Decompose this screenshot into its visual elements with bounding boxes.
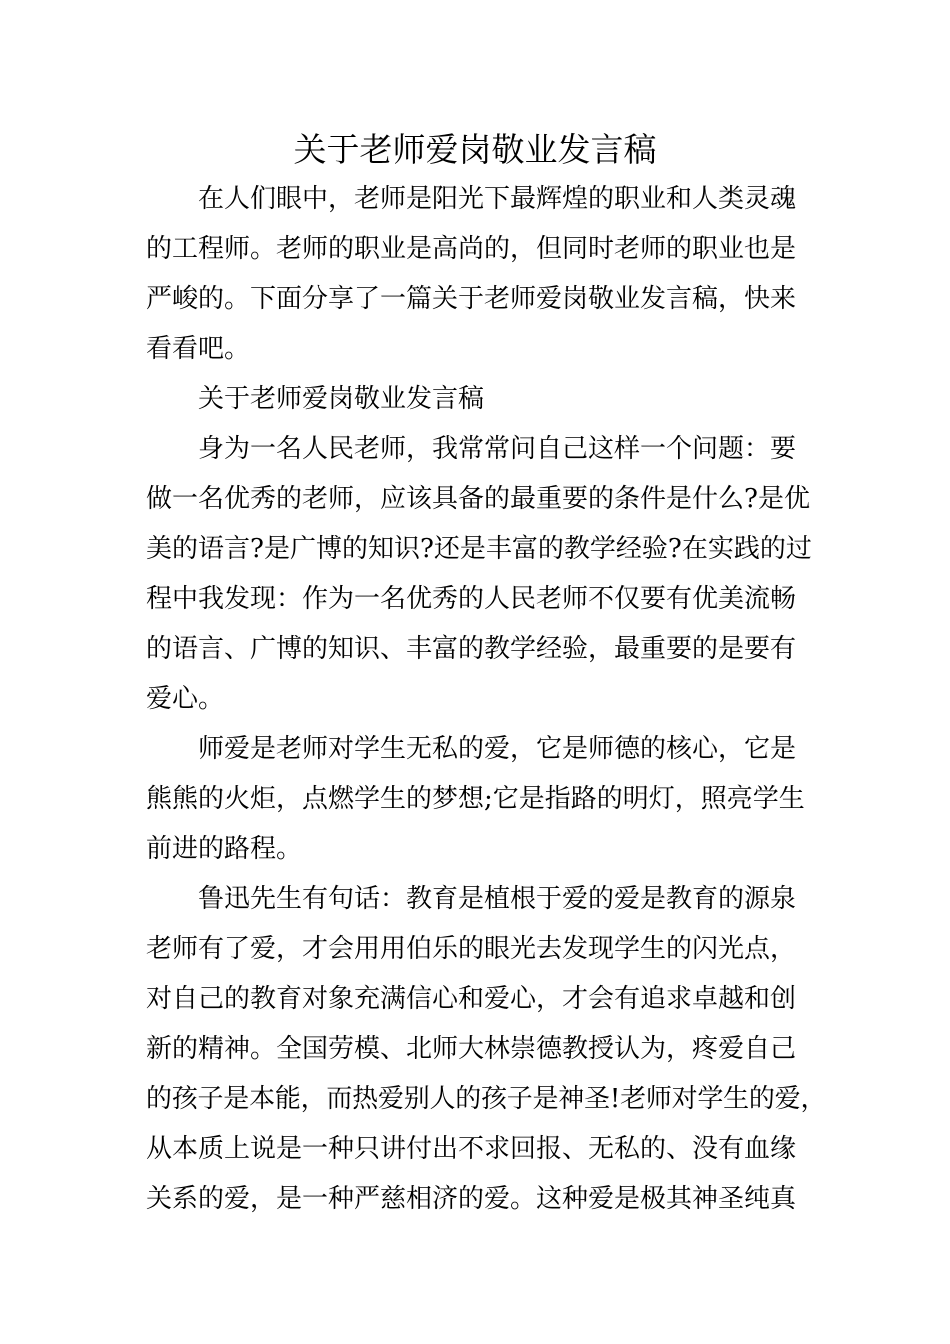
document-title: 关于老师爱岗敬业发言稿 [293, 130, 657, 169]
paragraph-line: 程中我发现：作为一名优秀的人民老师不仅要有优美流畅 [146, 584, 797, 614]
paragraph-line: 看看吧。 [146, 334, 251, 364]
paragraph-line: 前进的路程。 [146, 834, 303, 864]
paragraph-line: 对自己的教育对象充满信心和爱心，才会有追求卓越和创 [146, 984, 797, 1014]
paragraph-line: 身为一名人民老师，我常常问自己这样一个问题：要 [198, 434, 797, 464]
paragraph-line: 鲁迅先生有句话：教育是植根于爱的爱是教育的源泉 [198, 884, 797, 914]
paragraph-line: 师爱是老师对学生无私的爱，它是师德的核心，它是 [198, 734, 797, 764]
paragraph-line: 在人们眼中，老师是阳光下最辉煌的职业和人类灵魂 [198, 184, 797, 214]
paragraph-line: 爱心。 [146, 684, 225, 714]
paragraph-line: 美的语言?是广博的知识?还是丰富的教学经验?在实践的过 [146, 534, 812, 564]
paragraph-line: 做一名优秀的老师，应该具备的最重要的条件是什么?是优 [146, 484, 810, 514]
paragraph-line: 新的精神。全国劳模、北师大林崇德教授认为，疼爱自己 [146, 1034, 797, 1064]
paragraph-line: 的孩子是本能，而热爱别人的孩子是神圣!老师对学生的爱， [146, 1084, 827, 1114]
section-heading: 关于老师爱岗敬业发言稿 [198, 384, 485, 414]
paragraph-line: 老师有了爱，才会用用伯乐的眼光去发现学生的闪光点， [146, 934, 797, 964]
paragraph-line: 的工程师。老师的职业是高尚的，但同时老师的职业也是 [146, 234, 797, 264]
paragraph-line: 关系的爱，是一种严慈相济的爱。这种爱是极其神圣纯真 [146, 1184, 797, 1214]
paragraph-line: 从本质上说是一种只讲付出不求回报、无私的、没有血缘 [146, 1134, 797, 1164]
paragraph-line: 严峻的。下面分享了一篇关于老师爱岗敬业发言稿，快来 [146, 284, 797, 314]
paragraph-line: 的语言、广博的知识、丰富的教学经验，最重要的是要有 [146, 634, 797, 664]
paragraph-line: 熊熊的火炬，点燃学生的梦想;它是指路的明灯，照亮学生 [146, 784, 805, 814]
